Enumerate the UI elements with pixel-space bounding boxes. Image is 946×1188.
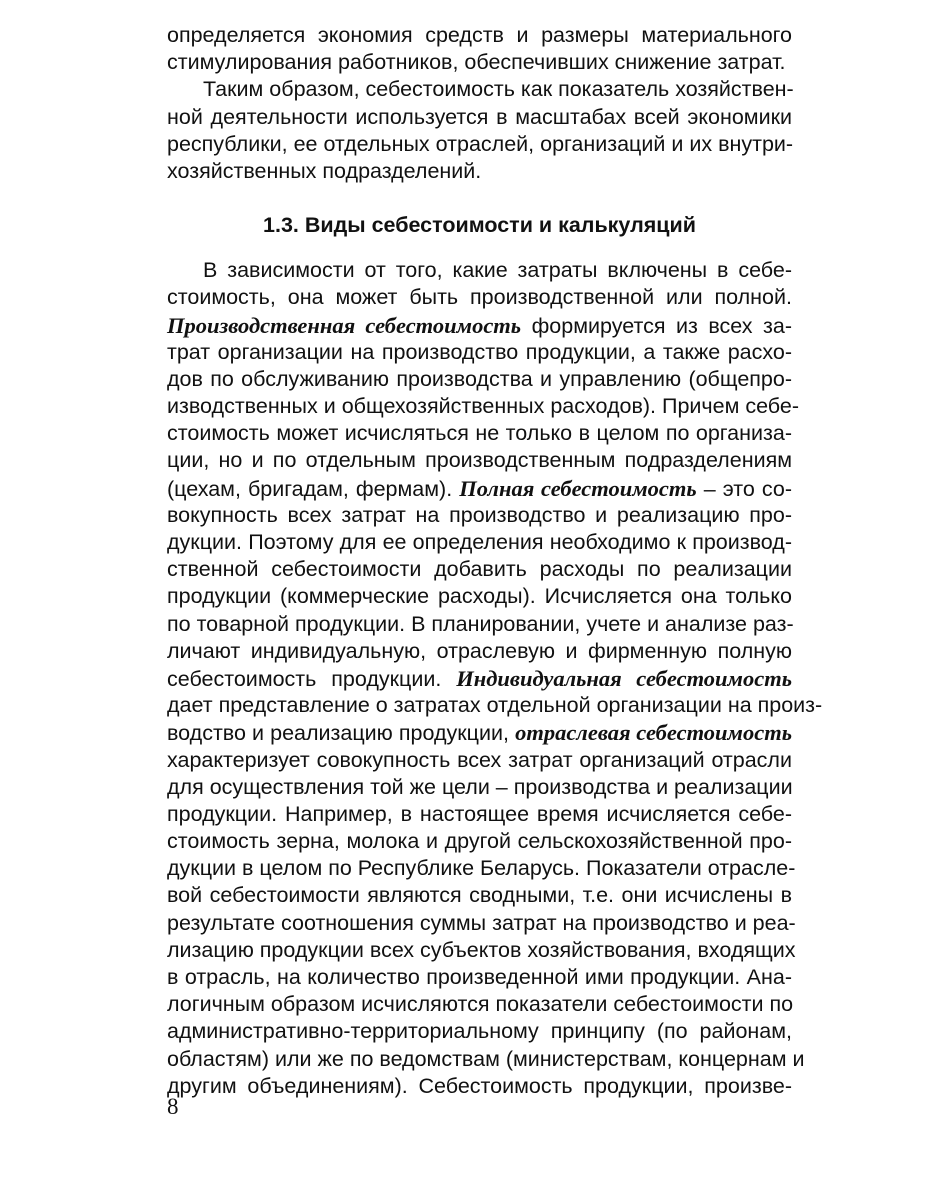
page-number: 8 — [167, 1094, 179, 1119]
text-line: для осуществления той же цели – производства и реализации — [167, 774, 793, 799]
text-fragment: – это со- — [696, 476, 792, 501]
text-line: ции, но и по отдельным производственным подразделениям — [167, 448, 792, 473]
text-line: дукции в целом по Республике Беларусь. Показатели отрасле- — [167, 856, 796, 881]
intro-paragraph — [167, 22, 792, 76]
text-line: дукции. Поэтому для ее определения необходимо к производ- — [167, 530, 792, 554]
text-fragment: водство и реализацию продукции, — [167, 721, 516, 746]
text-line: лизацию продукции всех субъектов хозяйствования, входящих — [167, 937, 796, 962]
text-line: В зависимости от того, какие затраты включены в себе- — [203, 258, 792, 283]
text-line: хозяйственных подразделений. — [167, 158, 482, 183]
text-fragment: себестоимость продукции. — [167, 666, 457, 691]
term-individual-cost: Индивидуальная себестоимость — [456, 665, 792, 691]
main-paragraph — [167, 257, 823, 1100]
term-industry-cost: отраслевая себестоимость — [515, 720, 792, 746]
text-line: по товарной продукции. В планировании, учете и анализе раз- — [167, 611, 794, 636]
text-line: областям) или же по ведомствам (министерствам, концернам и — [167, 1046, 805, 1071]
text-line: определяется экономия средств и размеры материального — [167, 23, 792, 47]
text-line: другим объединениям). Себестоимость продукции, произве- — [167, 1073, 792, 1098]
text-fragment: формируется из всех за- — [521, 313, 792, 338]
page-text — [167, 22, 823, 1100]
term-full-cost: Полная себестоимость — [459, 475, 697, 501]
text-line: административно-территориальному принципу (по районам, — [167, 1019, 792, 1044]
text-fragment: (цехам, бригадам, фермам). — [167, 476, 460, 501]
term-production-cost: Производственная себестоимость — [167, 312, 522, 338]
text-line — [167, 475, 792, 502]
summary-paragraph — [167, 76, 792, 185]
text-line: вой себестоимости являются сводными, т.е. они исчислены в — [167, 883, 792, 908]
text-line: ственной себестоимости добавить расходы по реализации — [167, 557, 792, 582]
text-line: стимулирования работников, обеспечивших снижение затрат. — [167, 50, 786, 75]
text-line: дов по обслуживанию производства и управлению (общепро- — [167, 366, 792, 391]
text-line: личают индивидуальную, отраслевую и фирменную полную — [167, 638, 792, 663]
text-line: продукции (коммерческие расходы). Исчисляется она только — [167, 584, 792, 609]
text-line: вокупность всех затрат на производство и реализацию про- — [167, 502, 792, 527]
text-line: стоимость может исчисляться не только в целом по организа- — [167, 421, 792, 446]
text-line: логичным образом исчисляются показатели себестоимости по — [167, 992, 794, 1017]
text-line: продукции. Например, в настоящее время исчисляется себе- — [167, 801, 792, 826]
text-line: стоимость зерна, молока и другой сельскохозяйственной про- — [167, 829, 792, 854]
text-line — [167, 665, 792, 692]
text-line: стоимость, она может быть производственной или полной. — [167, 285, 792, 310]
section-heading: 1.3. Виды себестоимости и калькуляций — [263, 213, 696, 238]
text-line: трат организации на производство продукции, а также расхо- — [167, 339, 792, 364]
text-line: Таким образом, себестоимость как показатель хозяйствен- — [203, 77, 794, 102]
text-line: в отрасль, на количество произведенной ими продукции. Ана- — [167, 965, 792, 989]
text-line: дает представление о затратах отдельной организации на произ- — [167, 693, 823, 718]
text-line: ной деятельности используется в масштабах всей экономики — [167, 104, 792, 129]
text-line — [167, 719, 792, 746]
text-line: республики, ее отдельных отраслей, организаций и их внутри- — [167, 131, 794, 156]
text-line: характеризует совокупность всех затрат организаций отрасли — [167, 747, 792, 772]
text-line — [167, 312, 792, 339]
text-line: результате соотношения суммы затрат на производство и реа- — [167, 910, 796, 935]
text-line: изводственных и общехозяйственных расходов). Причем себе- — [167, 394, 799, 419]
